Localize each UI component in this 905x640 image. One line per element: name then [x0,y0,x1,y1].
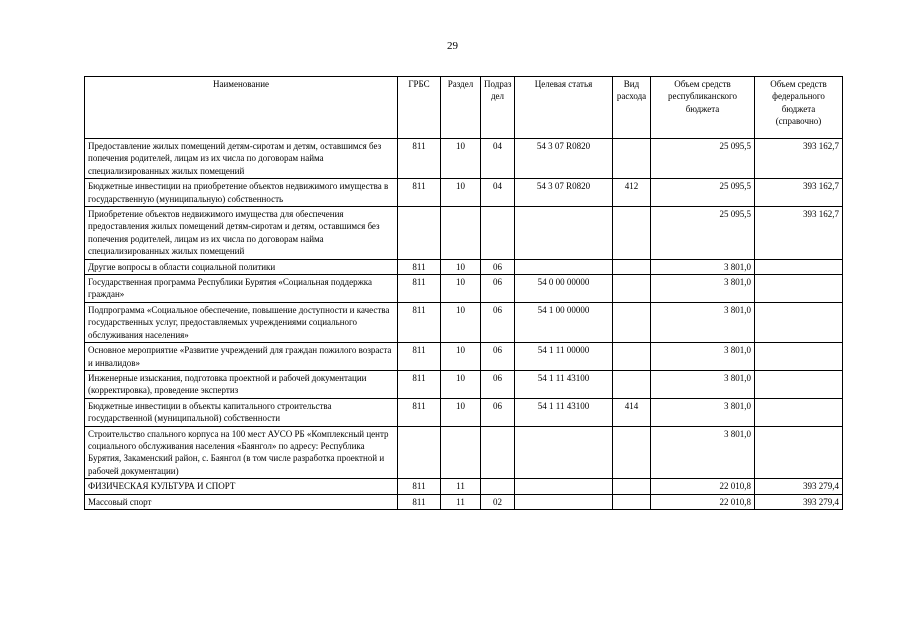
cell-razdel: 10 [441,302,481,342]
table-row [85,494,843,509]
cell-razdel: 10 [441,370,481,398]
cell-federal [755,275,843,303]
cell-podrazdel: 06 [481,302,515,342]
cell-vid [613,139,651,179]
cell-grbs: 811 [398,275,441,303]
cell-republic: 25 095,5 [651,139,755,179]
cell-razdel: 10 [441,139,481,179]
cell-name: Основное мероприятие «Развитие учреждений для граждан пожилого возраста и инвалидов» [85,343,398,371]
cell-grbs: 811 [398,494,441,509]
cell-name: Другие вопросы в области социальной политики [85,259,398,274]
cell-federal: 393 279,4 [755,494,843,509]
cell-podrazdel [481,207,515,260]
cell-name: Строительство спального корпуса на 100 мест АУСО РБ «Комплексный центр социального обслуживания населения «Баянгол» по адресу: Республика Бурятия, Закаменский район, с. Баянгол (в том числе разработка проектной и рабочей документации) [85,426,398,479]
cell-grbs: 811 [398,139,441,179]
cell-federal [755,302,843,342]
table-row [85,179,843,207]
cell-name: Приобретение объектов недвижимого имущества для обеспечения предоставления жилых помещений детям-сиротам и детям, оставшимся без попечения родителей, лицам из их числа по договорам найма специализированных жилых помещений [85,207,398,260]
cell-vid: 414 [613,398,651,426]
cell-podrazdel: 06 [481,259,515,274]
cell-razdel: 10 [441,398,481,426]
cell-vid [613,494,651,509]
cell-celevaya: 54 0 00 00000 [515,275,613,303]
cell-federal [755,426,843,479]
cell-vid [613,479,651,494]
cell-celevaya [515,426,613,479]
cell-name: Инженерные изыскания, подготовка проектной и рабочей документации (корректировка), проведение экспертиз [85,370,398,398]
cell-razdel: 11 [441,494,481,509]
cell-republic: 25 095,5 [651,179,755,207]
cell-podrazdel: 06 [481,343,515,371]
cell-podrazdel: 06 [481,275,515,303]
cell-podrazdel: 02 [481,494,515,509]
cell-republic: 3 801,0 [651,426,755,479]
cell-celevaya: 54 1 00 00000 [515,302,613,342]
cell-vid: 412 [613,179,651,207]
cell-vid [613,275,651,303]
cell-republic: 3 801,0 [651,398,755,426]
table-row [85,398,843,426]
cell-podrazdel [481,426,515,479]
table-body [85,139,843,510]
cell-grbs: 811 [398,398,441,426]
cell-razdel: 11 [441,479,481,494]
cell-grbs: 811 [398,479,441,494]
cell-republic: 25 095,5 [651,207,755,260]
cell-name: Бюджетные инвестиции в объекты капитального строительства государственной (муниципальной) собственности [85,398,398,426]
cell-razdel: 10 [441,179,481,207]
cell-vid [613,302,651,342]
header-republic: Объем средств республиканского бюджета [651,77,755,139]
cell-celevaya: 54 3 07 R0820 [515,139,613,179]
cell-federal: 393 162,7 [755,179,843,207]
cell-razdel [441,426,481,479]
table-row [85,207,843,260]
cell-republic: 3 801,0 [651,370,755,398]
cell-federal [755,398,843,426]
cell-grbs: 811 [398,302,441,342]
cell-republic: 3 801,0 [651,275,755,303]
page-number: 29 [447,40,458,52]
cell-vid [613,426,651,479]
cell-federal: 393 279,4 [755,479,843,494]
cell-celevaya [515,259,613,274]
cell-podrazdel: 04 [481,139,515,179]
table-row [85,343,843,371]
cell-federal: 393 162,7 [755,207,843,260]
header-vid: Вид расхода [613,77,651,139]
cell-federal [755,343,843,371]
table-row [85,479,843,494]
cell-vid [613,370,651,398]
cell-vid [613,207,651,260]
table-row [85,275,843,303]
header-podrazdel: Подраз дел [481,77,515,139]
cell-name: Массовый спорт [85,494,398,509]
table-row [85,370,843,398]
cell-federal: 393 162,7 [755,139,843,179]
cell-federal [755,370,843,398]
cell-republic: 3 801,0 [651,302,755,342]
cell-republic: 3 801,0 [651,259,755,274]
cell-celevaya: 54 1 11 43100 [515,370,613,398]
cell-razdel: 10 [441,259,481,274]
table-row [85,426,843,479]
cell-name: Предоставление жилых помещений детям-сиротам и детям, оставшимся без попечения родителей, лицам из их числа по договорам найма специализированных жилых помещений [85,139,398,179]
cell-name: ФИЗИЧЕСКАЯ КУЛЬТУРА И СПОРТ [85,479,398,494]
budget-table [84,76,843,510]
header-razdel: Раздел [441,77,481,139]
cell-grbs: 811 [398,179,441,207]
cell-grbs [398,426,441,479]
cell-celevaya [515,494,613,509]
cell-podrazdel: 04 [481,179,515,207]
table-row [85,139,843,179]
cell-republic: 22 010,8 [651,479,755,494]
cell-name: Бюджетные инвестиции на приобретение объектов недвижимого имущества в государственную (муниципальную) собственность [85,179,398,207]
cell-celevaya [515,207,613,260]
cell-razdel: 10 [441,343,481,371]
header-grbs: ГРБС [398,77,441,139]
cell-razdel: 10 [441,275,481,303]
cell-vid [613,343,651,371]
header-federal: Объем средств федерального бюджета (справочно) [755,77,843,139]
cell-podrazdel: 06 [481,370,515,398]
table-row [85,259,843,274]
cell-name: Подпрограмма «Социальное обеспечение, повышение доступности и качества государственных услуг, предоставляемых учреждениями социального обслуживания населения» [85,302,398,342]
cell-celevaya: 54 1 11 00000 [515,343,613,371]
cell-grbs: 811 [398,370,441,398]
cell-grbs [398,207,441,260]
table-row [85,302,843,342]
header-celevaya: Целевая статья [515,77,613,139]
cell-podrazdel [481,479,515,494]
cell-celevaya [515,479,613,494]
cell-celevaya: 54 1 11 43100 [515,398,613,426]
cell-grbs: 811 [398,259,441,274]
cell-republic: 22 010,8 [651,494,755,509]
cell-federal [755,259,843,274]
cell-grbs: 811 [398,343,441,371]
table-header [85,77,843,139]
cell-republic: 3 801,0 [651,343,755,371]
cell-name: Государственная программа Республики Бурятия «Социальная поддержка граждан» [85,275,398,303]
cell-celevaya: 54 3 07 R0820 [515,179,613,207]
cell-podrazdel: 06 [481,398,515,426]
header-name: Наименование [85,77,398,139]
cell-vid [613,259,651,274]
cell-razdel [441,207,481,260]
